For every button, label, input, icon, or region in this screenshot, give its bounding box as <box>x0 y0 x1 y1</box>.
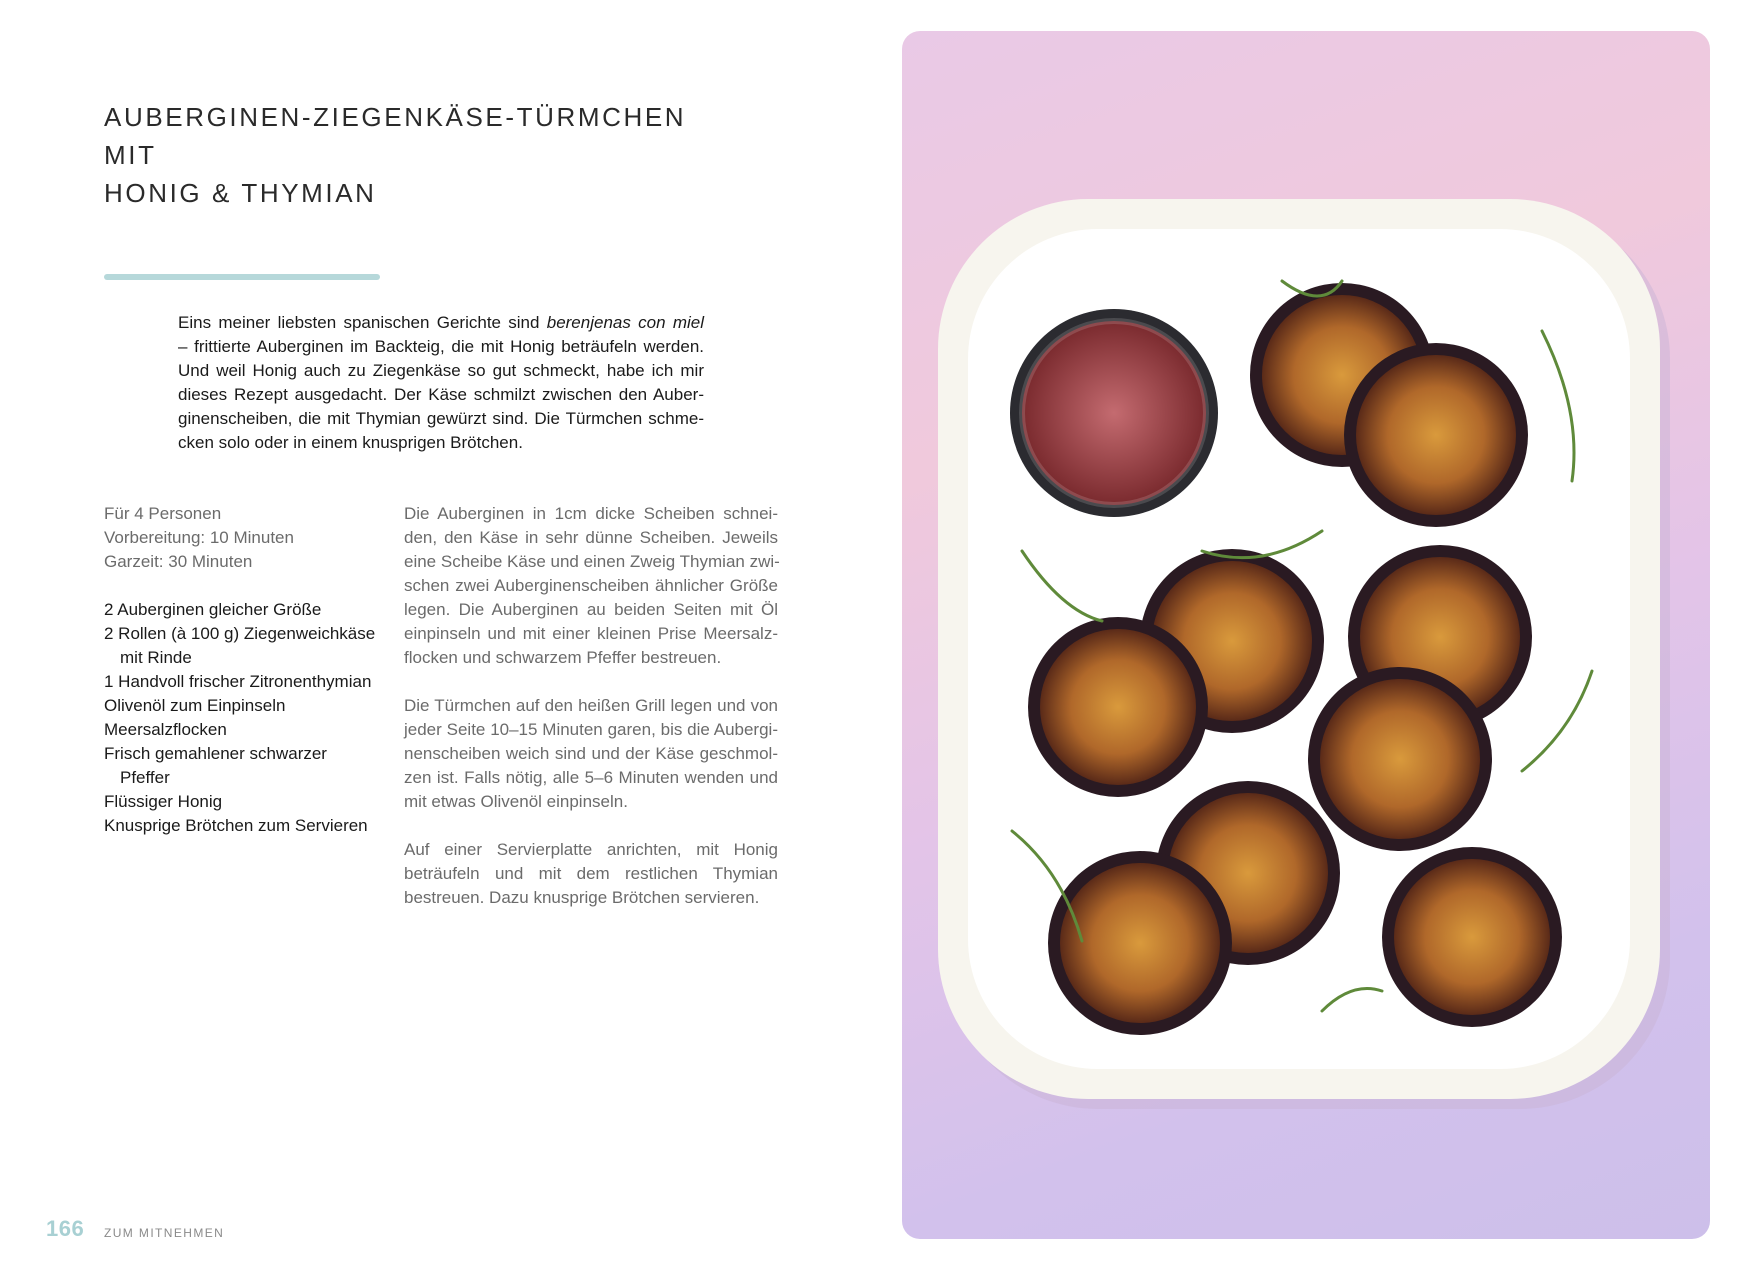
method-line: schen zwei Auberginenscheiben ähnlicher Größe <box>404 576 778 595</box>
ingredient-item: 2 Auberginen gleicher Größe <box>104 600 322 619</box>
ingredient-item: Meersalzflocken <box>104 720 227 739</box>
method-line: bestreuen. Dazu knusprige Brötchen servieren. <box>404 888 760 907</box>
method-line: beträufeln und mit dem restlichen Thymian <box>404 864 778 883</box>
ingredient-item: Flüssiger Honig <box>104 792 223 811</box>
intro-emphasis: berenjenas con miel <box>546 313 704 332</box>
method-step-2 <box>404 694 778 814</box>
intro-line: ginenscheiben, die mit Thymian gewürzt sind. Die Türmchen schme- <box>178 409 704 428</box>
recipe-meta <box>104 502 374 574</box>
food-photo <box>902 31 1710 1239</box>
section-title: ZUM MITNEHMEN <box>104 1226 225 1240</box>
ingredient-item-continuation: Pfeffer <box>120 768 170 787</box>
recipe-intro <box>178 311 704 455</box>
food-photo-illustration <box>902 31 1710 1239</box>
intro-line: cken solo oder in einem knusprigen Brötchen. <box>178 433 523 452</box>
intro-line-1: Eins meiner liebsten spanischen Gerichte sind berenjenas con miel <box>178 313 704 332</box>
honey-bowl <box>1010 309 1218 517</box>
method-line: Die Türmchen auf den heißen Grill legen und von <box>404 696 778 715</box>
method-line: zen ist. Falls nötig, alle 5–6 Minuten wenden und <box>404 768 778 787</box>
intro-line: – frittierte Auberginen im Backteig, die mit Honig beträufeln werden. <box>178 337 704 356</box>
page-number: 166 <box>46 1216 85 1241</box>
method-line: einpinseln und mit einer kleinen Prise Meersalz- <box>404 624 778 643</box>
method-line: mit etwas Olivenöl einpinseln. <box>404 792 628 811</box>
recipe-title-line-1: AUBERGINEN-ZIEGENKÄSE-TÜRMCHEN MIT <box>104 102 687 170</box>
method-line: den, den Käse in sehr dünne Scheiben. Jeweils <box>404 528 778 547</box>
ingredient-item: 1 Handvoll frischer Zitronenthymian <box>104 672 372 691</box>
method-line: eine Scheibe Käse und einen Zweig Thymian zwi- <box>404 552 780 571</box>
method-line: Auf einer Servierplatte anrichten, mit Honig <box>404 840 778 859</box>
ingredient-item: 2 Rollen (à 100 g) Ziegenweichkäse <box>104 624 376 643</box>
ingredient-item-continuation: mit Rinde <box>120 648 192 667</box>
ingredient-item: Olivenöl zum Einpinseln <box>104 696 286 715</box>
method-line: Die Auberginen in 1cm dicke Scheiben schnei- <box>404 504 778 523</box>
method-line: flocken und schwarzem Pfeffer bestreuen. <box>404 648 722 667</box>
recipe-title-line-2: HONIG & THYMIAN <box>104 178 377 208</box>
intro-line: dieses Rezept ausgedacht. Der Käse schmilzt zwischen den Auber- <box>178 385 704 404</box>
prep-time: Vorbereitung: 10 Minuten <box>104 528 294 547</box>
method-line: legen. Die Auberginen au beiden Seiten mit Öl <box>404 600 778 619</box>
ingredient-item: Frisch gemahlener schwarzer <box>104 744 327 763</box>
recipe-title <box>104 98 744 212</box>
servings: Für 4 Personen <box>104 504 222 523</box>
intro-line: Und weil Honig auch zu Ziegenkäse so gut schmeckt, habe ich mir <box>178 361 704 380</box>
ingredient-item: Knusprige Brötchen zum Servieren <box>104 816 368 835</box>
cook-time: Garzeit: 30 Minuten <box>104 552 253 571</box>
method-step-1 <box>404 502 778 670</box>
method-line: nenscheiben weich sind und der Käse geschmol- <box>404 744 778 763</box>
accent-divider <box>104 274 380 280</box>
method-line: jeder Seite 10–15 Minuten garen, bis die Aubergi- <box>404 720 778 739</box>
ingredient-list <box>104 598 394 838</box>
method-steps <box>404 502 778 934</box>
method-step-3 <box>404 838 778 910</box>
